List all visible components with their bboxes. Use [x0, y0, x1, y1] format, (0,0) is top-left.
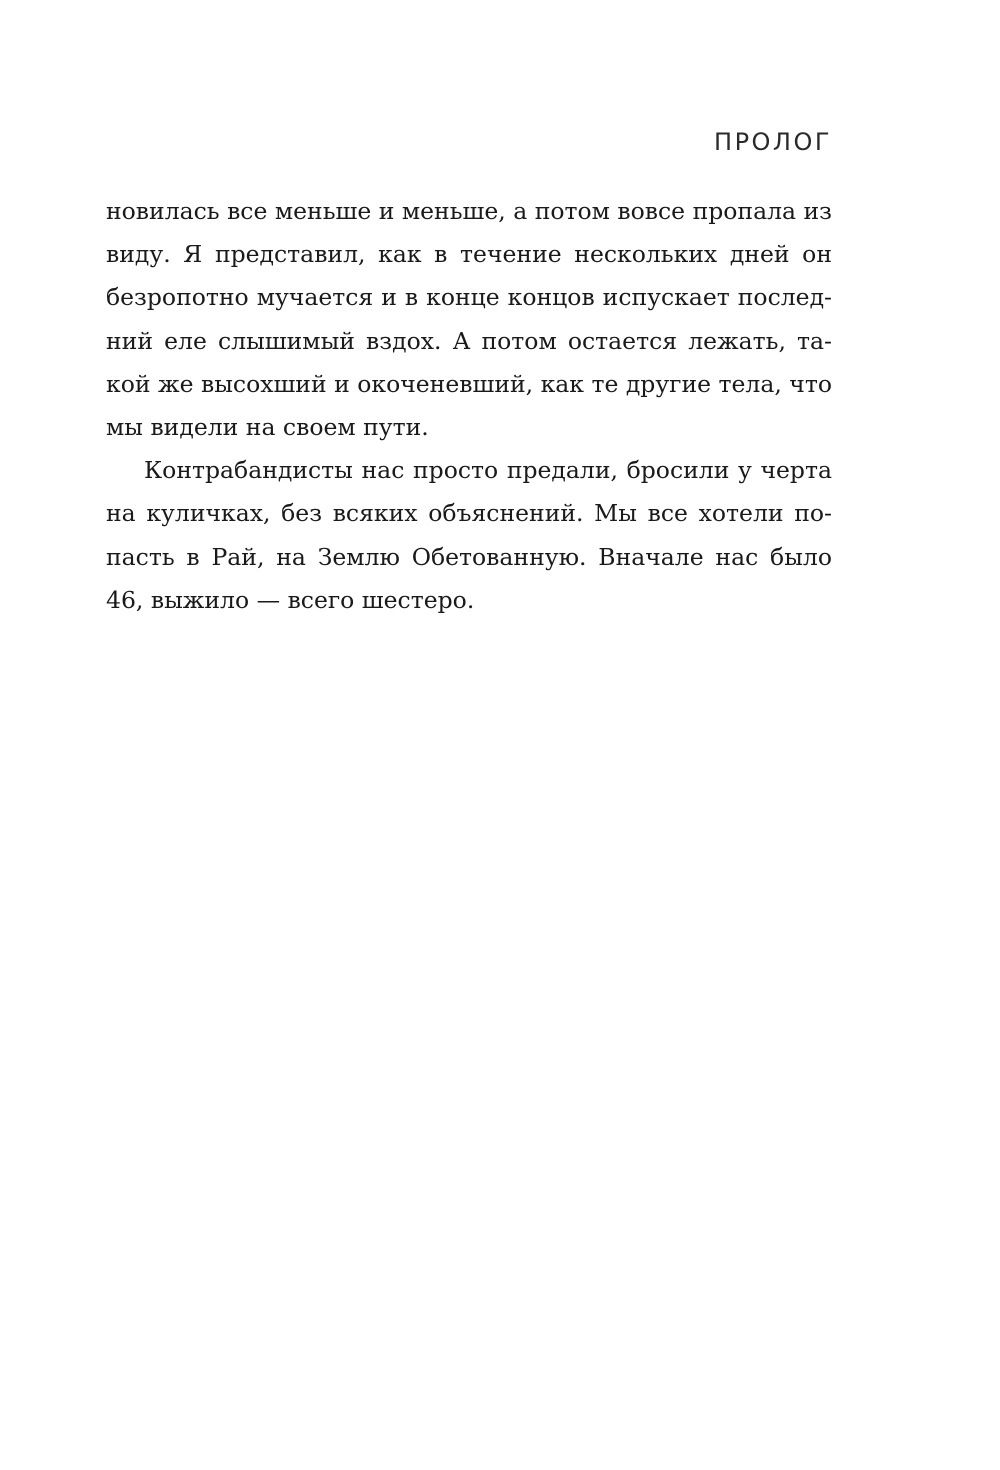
- text-line: безропотно мучается и в конце концов испускает послед-: [106, 283, 832, 312]
- text-line: Контрабандисты нас просто предали, бросили у черта: [144, 456, 832, 485]
- text-line: новилась все меньше и меньше, а потом вовсе пропала из: [106, 197, 832, 225]
- text-line: виду. Я представил, как в течение нескольких дней он: [106, 240, 832, 269]
- text-line: кой же высохший и окоченевший, как те другие тела, что: [106, 369, 832, 398]
- running-head: ПРОЛОГ: [714, 128, 832, 156]
- text-line: на куличках, без всяких объяснений. Мы все хотели по-: [106, 499, 832, 528]
- paragraph: [106, 449, 832, 622]
- paragraph: [106, 190, 832, 449]
- text-line: пасть в Рай, на Землю Обетованную. Вначале нас было: [106, 542, 832, 571]
- body-text: [106, 190, 832, 622]
- text-line: ний еле слышимый вздох. А потом остается лежать, та-: [106, 326, 832, 355]
- text-line: 46, выжило — всего шестеро.: [106, 585, 475, 614]
- text-line: мы видели на своем пути.: [106, 412, 429, 441]
